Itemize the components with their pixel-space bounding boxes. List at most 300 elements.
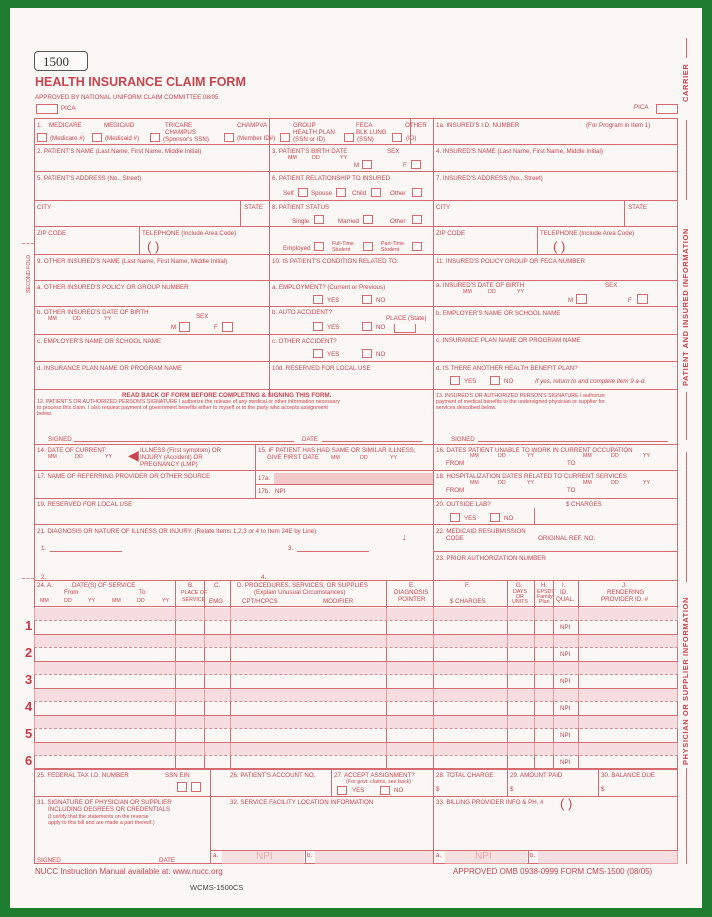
f11a-dd: DD bbox=[488, 289, 496, 295]
form-number: 1500 bbox=[43, 54, 69, 69]
l24-days: DAYS bbox=[513, 589, 528, 595]
f11a-label: a. INSURED'S DATE OF BIRTH bbox=[436, 282, 525, 289]
f10b-label: b. AUTO ACCIDENT? bbox=[272, 309, 333, 316]
l24-charges: $ CHARGES bbox=[450, 598, 486, 605]
patient-insured-label: PATIENT AND INSURED INFORMATION bbox=[681, 228, 690, 386]
divider bbox=[534, 508, 535, 524]
group-checkbox[interactable] bbox=[280, 133, 290, 142]
medicaid-num: (Medicaid #) bbox=[105, 135, 140, 142]
f18-from: FROM bbox=[446, 487, 465, 494]
pica-right-boxes[interactable] bbox=[656, 104, 678, 114]
f27-yes: YES bbox=[352, 787, 365, 794]
other-status-checkbox[interactable] bbox=[412, 215, 422, 224]
f9b-f-checkbox[interactable] bbox=[222, 322, 233, 332]
f10a-yes: YES bbox=[327, 297, 340, 304]
f31-note-2: apply to this bill and are made a part thereof.) bbox=[48, 820, 155, 826]
service-line-row[interactable] bbox=[34, 608, 678, 635]
l24-b: B. bbox=[188, 582, 194, 589]
f10b-place: PLACE (State) bbox=[386, 315, 427, 322]
f14-dd: DD bbox=[75, 454, 83, 460]
l24-place: PLACE OF bbox=[181, 590, 208, 596]
service-line-row[interactable] bbox=[34, 716, 678, 743]
pica-left-boxes[interactable] bbox=[36, 104, 58, 114]
f11d-yes: YES bbox=[464, 378, 477, 385]
f16-from: FROM bbox=[446, 460, 465, 467]
l24-e: E. bbox=[409, 582, 415, 589]
service-line-number: 6 bbox=[25, 753, 33, 768]
f19-label: 19. RESERVED FOR LOCAL USE bbox=[37, 501, 133, 508]
divider bbox=[139, 226, 140, 254]
divider bbox=[255, 484, 433, 485]
service-line-row[interactable] bbox=[34, 635, 678, 662]
f32b-shade bbox=[315, 851, 433, 864]
l24-h: H. bbox=[541, 582, 548, 589]
pica-right: PICA bbox=[634, 104, 649, 111]
f4-label: 4. INSURED'S NAME (Last Name, First Name, Middle Initial) bbox=[436, 148, 603, 155]
physician-arrow-top bbox=[686, 452, 687, 582]
f7-label: 7. INSURED'S ADDRESS (No., Street) bbox=[436, 175, 543, 182]
l24-dd1: DD bbox=[64, 598, 72, 604]
l24-emg: EMG bbox=[209, 598, 224, 605]
f18-to: TO bbox=[567, 487, 576, 494]
medicare-num: (Medicare #) bbox=[50, 135, 85, 142]
margin-fold-text: SECOND FOLD bbox=[26, 254, 32, 293]
claim-form-paper bbox=[10, 8, 702, 908]
diag-4-line[interactable] bbox=[270, 580, 342, 581]
blk-lung-label: BLK LUNG bbox=[356, 129, 387, 136]
f15-mm: MM bbox=[331, 455, 340, 461]
row-line bbox=[34, 444, 678, 445]
champva-checkbox[interactable] bbox=[224, 133, 234, 142]
f16-label: 16. DATES PATIENT UNABLE TO WORK IN CURRENT OCCUPATION bbox=[436, 447, 633, 454]
f12-date: DATE bbox=[302, 436, 319, 443]
row-line bbox=[34, 306, 678, 307]
diag-2-line[interactable] bbox=[50, 580, 122, 581]
f9d-label: d. INSURANCE PLAN NAME OR PROGRAM NAME bbox=[37, 365, 183, 372]
pica-left: PICA bbox=[61, 105, 76, 112]
f15-dd: DD bbox=[360, 455, 368, 461]
diag-1-line[interactable] bbox=[50, 551, 122, 552]
form-title: HEALTH INSURANCE CLAIM FORM bbox=[35, 75, 246, 89]
f10c-no-checkbox[interactable] bbox=[362, 349, 372, 358]
f14-label: 14. DATE OF CURRENT: bbox=[37, 447, 107, 454]
f12-text-3: below. bbox=[37, 411, 53, 417]
zip-label: ZIP CODE bbox=[37, 230, 67, 237]
f10c-yes: YES bbox=[327, 351, 340, 358]
f31-date: DATE bbox=[159, 857, 176, 864]
f9b-m: M bbox=[171, 324, 177, 331]
health-plan-label: HEALTH PLAN bbox=[293, 129, 335, 136]
f15-label-2: GIVE FIRST DATE bbox=[267, 454, 320, 461]
carrier-arrow bbox=[686, 38, 687, 58]
f12-date-line[interactable] bbox=[322, 441, 422, 442]
employed-label: Employed bbox=[283, 245, 311, 252]
f9b-yy: YY bbox=[104, 316, 112, 322]
l24-family: Family bbox=[537, 594, 553, 600]
divider bbox=[255, 444, 256, 498]
f18-dd: DD bbox=[498, 480, 506, 486]
f10c-label: c. OTHER ACCIDENT? bbox=[272, 338, 337, 345]
f28-label: 28. TOTAL CHARGE bbox=[436, 772, 494, 779]
telephone-label: TELEPHONE (Include Area Code) bbox=[142, 230, 237, 237]
f12-signed: SIGNED bbox=[48, 436, 72, 443]
f18-mm: MM bbox=[470, 480, 479, 486]
l24-dd2: DD bbox=[137, 598, 145, 604]
patient-arrow-bottom bbox=[686, 392, 687, 440]
f9b-label: b. OTHER INSURED'S DATE OF BIRTH bbox=[37, 309, 149, 316]
f9b-mm: MM bbox=[48, 316, 57, 322]
spouse-label: Spouse bbox=[311, 190, 332, 197]
f10a-no: NO bbox=[376, 297, 386, 304]
service-line-npi: NPI bbox=[560, 624, 571, 631]
f12-text-2: to process this claim. I also request payment of government benefits either to myself or to the party who accepts assignment bbox=[37, 405, 328, 411]
f11a-yy: YY bbox=[517, 289, 525, 295]
telephone-label-2: TELEPHONE (Include Area Code) bbox=[540, 230, 635, 237]
f11d-yes-checkbox[interactable] bbox=[450, 376, 460, 385]
f10a-no-checkbox[interactable] bbox=[362, 295, 372, 304]
fold-mark-2 bbox=[22, 578, 34, 579]
l24-yy1: YY bbox=[88, 598, 96, 604]
telephone-parens: ( ) bbox=[147, 239, 160, 254]
f32-label: 32. SERVICE FACILITY LOCATION INFORMATION bbox=[230, 799, 374, 806]
f31-label-2: INCLUDING DEGREES OR CREDENTIALS bbox=[48, 806, 171, 813]
footer-wcms: WCMS-1500CS bbox=[190, 883, 244, 892]
f20-yes-checkbox[interactable] bbox=[450, 513, 460, 522]
row-line bbox=[34, 200, 678, 201]
footer-omb: APPROVED OMB 0938-0999 FORM CMS-1500 (08/05) bbox=[453, 867, 653, 876]
spouse-checkbox[interactable] bbox=[336, 188, 346, 197]
f10-label: 10. IS PATIENT'S CONDITION RELATED TO: bbox=[272, 258, 399, 265]
f18-mm-to: MM bbox=[583, 480, 592, 486]
f3-dd: DD bbox=[312, 155, 320, 161]
divider bbox=[240, 200, 241, 226]
champus-label: CHAMPUS bbox=[165, 129, 196, 136]
diag-2: 2. bbox=[41, 574, 47, 581]
f10b-yes: YES bbox=[327, 324, 340, 331]
other-status-label: Other bbox=[390, 218, 406, 225]
medicaid-checkbox[interactable] bbox=[92, 133, 102, 142]
row-line bbox=[34, 470, 678, 471]
part-time-student: Student bbox=[381, 247, 400, 253]
other-rel-label: Other bbox=[390, 190, 406, 197]
f9-label: 9. OTHER INSURED'S NAME (Last Name, First Name, Middle Initial) bbox=[37, 258, 228, 265]
f16-yy: YY bbox=[527, 453, 535, 459]
f10c-yes-checkbox[interactable] bbox=[313, 349, 323, 358]
f16-mm: MM bbox=[470, 453, 479, 459]
f10a-yes-checkbox[interactable] bbox=[313, 295, 323, 304]
ein-checkbox[interactable] bbox=[191, 782, 201, 792]
service-line-row[interactable] bbox=[34, 689, 678, 716]
divider bbox=[537, 226, 538, 254]
ssn-label: (SSN) bbox=[357, 136, 374, 143]
feca-checkbox[interactable] bbox=[344, 133, 354, 142]
l24-rendering: RENDERING bbox=[607, 589, 645, 596]
f10a-label: a. EMPLOYMENT? (Current or Previous) bbox=[272, 284, 386, 291]
f11a-m-checkbox[interactable] bbox=[576, 294, 587, 304]
service-line-number: 2 bbox=[25, 645, 33, 660]
f13-text-2: payment of medical benefits to the undersigned physician or supplier for bbox=[436, 399, 605, 405]
f10b-no-checkbox[interactable] bbox=[362, 322, 372, 331]
child-label: Child bbox=[352, 190, 367, 197]
f10c-no: NO bbox=[376, 351, 386, 358]
f33a-npi: NPI bbox=[475, 851, 492, 862]
divider bbox=[410, 118, 411, 144]
f22-label: 22. MEDICAID RESUBMISSION bbox=[436, 528, 526, 535]
carrier-label: CARRIER bbox=[681, 63, 690, 102]
box1-num: 1. bbox=[37, 122, 43, 129]
champva-label: CHAMPVA bbox=[237, 122, 268, 129]
f17-label: 17. NAME OF REFERRING PROVIDER OR OTHER SOURCE bbox=[37, 473, 211, 480]
telephone-parens-2: ( ) bbox=[553, 239, 566, 254]
physician-arrow-bottom bbox=[686, 768, 687, 864]
other-checkbox[interactable] bbox=[392, 133, 402, 142]
l24-or: OR bbox=[516, 594, 524, 600]
f14-arrow-icon: ◀ bbox=[128, 447, 139, 463]
row-line bbox=[34, 580, 678, 581]
readback-label: READ BACK OF FORM BEFORE COMPLETING & SIGNING THIS FORM. bbox=[122, 392, 332, 399]
f18-yy-to: YY bbox=[643, 480, 651, 486]
f14-mm: MM bbox=[48, 454, 57, 460]
f13-signature-line[interactable] bbox=[478, 441, 668, 442]
f3-m-checkbox[interactable] bbox=[362, 160, 372, 169]
employed-checkbox[interactable] bbox=[314, 242, 324, 251]
f12-text-1: 12. PATIENT'S OR AUTHORIZED PERSON'S SIGNATURE I authorize the release of any medical or other information necessary bbox=[37, 399, 340, 405]
f11a-f-checkbox[interactable] bbox=[637, 294, 648, 304]
f17b-label: 17b. bbox=[258, 488, 271, 495]
l24-plan: Plan bbox=[539, 599, 550, 605]
row-line bbox=[34, 171, 678, 172]
row-line bbox=[34, 144, 678, 145]
f27-note: (For govt. claims, see back) bbox=[346, 779, 412, 785]
f3-f-checkbox[interactable] bbox=[411, 160, 421, 169]
l24-units: UNITS bbox=[512, 599, 528, 605]
f10b-no: NO bbox=[376, 324, 386, 331]
f10b-state-box[interactable] bbox=[394, 324, 416, 333]
group-label: GROUP bbox=[293, 122, 316, 129]
service-line-npi: NPI bbox=[560, 651, 571, 658]
full-time-checkbox[interactable] bbox=[363, 242, 373, 251]
part-time-label: Part-Time bbox=[381, 241, 405, 247]
f14-yy: YY bbox=[105, 454, 113, 460]
l24-yy2: YY bbox=[162, 598, 170, 604]
f16-yy-to: YY bbox=[643, 453, 651, 459]
row-line bbox=[34, 796, 678, 797]
f33-label: 33. BILLING PROVIDER INFO & PH. # bbox=[436, 799, 544, 806]
f33-a: a. bbox=[436, 852, 442, 859]
full-time-label: Full-Time bbox=[332, 241, 354, 247]
l24-to: To bbox=[139, 589, 146, 596]
f18-dd-to: DD bbox=[611, 480, 619, 486]
f25-ssn-ein: SSN EIN bbox=[165, 772, 190, 779]
f22-orig: ORIGINAL REF. NO. bbox=[538, 535, 596, 542]
service-line-number: 1 bbox=[25, 618, 33, 633]
f9b-sex: SEX bbox=[196, 313, 209, 320]
row-line bbox=[34, 389, 678, 390]
divider bbox=[528, 850, 529, 864]
city-label-2: CITY bbox=[436, 204, 451, 211]
l24-dos: DATE(S) OF SERVICE bbox=[72, 582, 136, 589]
service-line-npi: NPI bbox=[560, 705, 571, 712]
f10b-yes-checkbox[interactable] bbox=[313, 322, 323, 331]
f20-label: 20. OUTSIDE LAB? bbox=[436, 501, 491, 508]
divider bbox=[331, 768, 332, 796]
f18-yy: YY bbox=[527, 480, 535, 486]
married-checkbox[interactable] bbox=[363, 215, 373, 224]
f16-dd: DD bbox=[498, 453, 506, 459]
diag-3: 3. bbox=[288, 545, 294, 552]
f30-dollar: $ bbox=[601, 786, 605, 793]
f27-yes-checkbox[interactable] bbox=[337, 786, 347, 795]
l24-qual: QUAL. bbox=[556, 596, 575, 603]
f3-label: 3. PATIENT'S BIRTH DATE bbox=[272, 148, 348, 155]
medicare-checkbox[interactable] bbox=[37, 133, 47, 142]
single-checkbox[interactable] bbox=[314, 215, 324, 224]
f17a-label: 17a. bbox=[258, 475, 271, 482]
f27-no: NO bbox=[394, 787, 404, 794]
l24-d2: (Explain Unusual Circumstances) bbox=[254, 589, 346, 596]
l24-d: D. PROCEDURES, SERVICES, OR SUPPLIES bbox=[237, 582, 368, 589]
f20-yes: YES bbox=[464, 515, 477, 522]
f6-label: 6. PATIENT RELATIONSHIP TO INSURED bbox=[272, 175, 391, 182]
l24-from: From bbox=[64, 589, 79, 596]
f1a-label: 1a. INSURED'S I.D. NUMBER bbox=[436, 122, 520, 129]
f3-m: M bbox=[354, 162, 360, 169]
l24-a: 24. A. bbox=[37, 582, 53, 589]
l24-j: J. bbox=[622, 582, 627, 589]
divider bbox=[507, 768, 508, 796]
f27-no-checkbox[interactable] bbox=[380, 786, 390, 795]
f21-label: 21. DIAGNOSIS OR NATURE OF ILLNESS OR INJURY. (Relate Items 1,2,3 or 4 to Item 24E by Line) bbox=[37, 528, 317, 535]
f16-mm-to: MM bbox=[583, 453, 592, 459]
l24-epsdt: EPSDT bbox=[537, 589, 555, 595]
l24-pointer: POINTER bbox=[398, 596, 426, 603]
l24-provider: PROVIDER ID. # bbox=[601, 596, 649, 603]
f9b-m-checkbox[interactable] bbox=[179, 322, 190, 332]
tricare-label: TRICARE bbox=[165, 122, 193, 129]
f25-label: 25. FEDERAL TAX I.D. NUMBER bbox=[37, 772, 129, 779]
service-line-npi: NPI bbox=[560, 759, 571, 766]
row-line bbox=[34, 498, 678, 499]
l24-diagnosis: DIAGNOSIS bbox=[394, 589, 429, 596]
diag-3-line[interactable] bbox=[297, 551, 369, 552]
f11a-f: F bbox=[628, 297, 632, 304]
state-label: STATE bbox=[244, 204, 264, 211]
f32-b: b. bbox=[307, 852, 313, 859]
ssn-or-id: (SSN or ID) bbox=[293, 136, 325, 143]
f8-label: 8. PATIENT STATUS bbox=[272, 204, 330, 211]
f20-no-checkbox[interactable] bbox=[490, 513, 500, 522]
self-label: Self bbox=[283, 190, 294, 197]
service-line-row[interactable] bbox=[34, 662, 678, 689]
divider bbox=[598, 768, 599, 796]
f3-yy: YY bbox=[340, 155, 348, 161]
f16-to: TO bbox=[567, 460, 576, 467]
approved-by: APPROVED BY NATIONAL UNIFORM CLAIM COMMITTEE 08/05 bbox=[35, 94, 219, 101]
f11a-m: M bbox=[568, 297, 574, 304]
row-line bbox=[34, 226, 678, 227]
f17b-npi: NPI bbox=[275, 488, 286, 495]
other-rel-checkbox[interactable] bbox=[412, 188, 422, 197]
f10d-label: 10d. RESERVED FOR LOCAL USE bbox=[272, 365, 371, 372]
f3-sex: SEX bbox=[387, 148, 400, 155]
service-line-number: 3 bbox=[25, 672, 33, 687]
f11a-mm: MM bbox=[463, 289, 472, 295]
f1a-note: (For Program in Item 1) bbox=[586, 122, 651, 129]
f29-label: 29. AMOUNT PAID bbox=[510, 772, 563, 779]
f11d-note: If yes, return to and complete item 9 a-d. bbox=[535, 378, 647, 385]
f11-label: 11. INSURED'S POLICY GROUP OR FECA NUMBER bbox=[436, 258, 586, 265]
member-id: (Member ID#) bbox=[237, 135, 276, 142]
f27-label: 27. ACCEPT ASSIGNMENT? bbox=[334, 772, 415, 779]
f14-illness: ILLNESS (First symptom) OR bbox=[140, 447, 222, 454]
divider bbox=[305, 850, 306, 864]
state-label-2: STATE bbox=[628, 204, 648, 211]
zip-label-2: ZIP CODE bbox=[436, 230, 466, 237]
f15-yy: YY bbox=[390, 455, 398, 461]
f33-phone: ( ) bbox=[560, 796, 573, 811]
ssn-checkbox[interactable] bbox=[177, 782, 187, 792]
row-line bbox=[34, 524, 678, 525]
physician-label: PHYSICIAN OR SUPPLIER INFORMATION bbox=[681, 596, 690, 765]
l24-c: C. bbox=[214, 582, 221, 589]
f11a-sex: SEX bbox=[605, 282, 618, 289]
service-line-number: 5 bbox=[25, 726, 33, 741]
diag-4: 4. bbox=[261, 574, 267, 581]
divider bbox=[210, 768, 211, 864]
f11d-no-checkbox[interactable] bbox=[490, 376, 500, 385]
service-line-npi: NPI bbox=[560, 732, 571, 739]
f9c-label: c. EMPLOYER'S NAME OR SCHOOL NAME bbox=[37, 338, 162, 345]
f13-text-1: 13. INSURED'S OR AUTHORIZED PERSON'S SIGNATURE I authorize bbox=[436, 393, 605, 399]
f11d-label: d. IS THERE ANOTHER HEALTH BENEFIT PLAN? bbox=[436, 365, 578, 372]
diag-1: 1. bbox=[41, 545, 47, 552]
l24-i: I. bbox=[562, 582, 566, 589]
medicaid-label: MEDICAID bbox=[104, 122, 135, 129]
l24-mm1: MM bbox=[40, 598, 49, 604]
child-checkbox[interactable] bbox=[371, 188, 381, 197]
fold-mark-1 bbox=[22, 243, 34, 244]
f23-label: 23. PRIOR AUTHORIZATION NUMBER bbox=[436, 555, 546, 562]
tricare-checkbox[interactable] bbox=[150, 133, 160, 142]
l24-id: ID. bbox=[560, 589, 568, 596]
f2-label: 2. PATIENT'S NAME (Last Name, First Name, Middle Initial) bbox=[37, 148, 202, 155]
service-line-npi: NPI bbox=[560, 678, 571, 685]
self-checkbox[interactable] bbox=[298, 188, 308, 197]
f33b-shade bbox=[538, 851, 678, 864]
f28-dollar: $ bbox=[436, 786, 440, 793]
f12-signature-line[interactable] bbox=[74, 441, 294, 442]
f20-no: NO bbox=[504, 515, 514, 522]
f14-pregnancy: PREGNANCY (LMP) bbox=[140, 461, 198, 468]
f33-b: b. bbox=[530, 852, 536, 859]
married-label: Married bbox=[338, 218, 359, 225]
f11c-label: c. INSURANCE PLAN NAME OR PROGRAM NAME bbox=[436, 337, 581, 344]
f20-charges: $ CHARGES bbox=[566, 501, 602, 508]
part-time-checkbox[interactable] bbox=[412, 242, 422, 251]
f17a-shade bbox=[274, 473, 433, 484]
f11d-no: NO bbox=[504, 378, 514, 385]
service-line-row[interactable] bbox=[34, 743, 678, 770]
row-line bbox=[34, 361, 678, 362]
f31-note-1: (I certify that the statements on the reverse bbox=[48, 814, 149, 820]
divider bbox=[624, 200, 625, 226]
row-line bbox=[34, 334, 678, 335]
patient-arrow-top bbox=[686, 120, 687, 200]
row-line bbox=[34, 254, 678, 255]
l24-mm2: MM bbox=[112, 598, 121, 604]
single-label: Single bbox=[292, 218, 310, 225]
service-line-number: 4 bbox=[25, 699, 33, 714]
